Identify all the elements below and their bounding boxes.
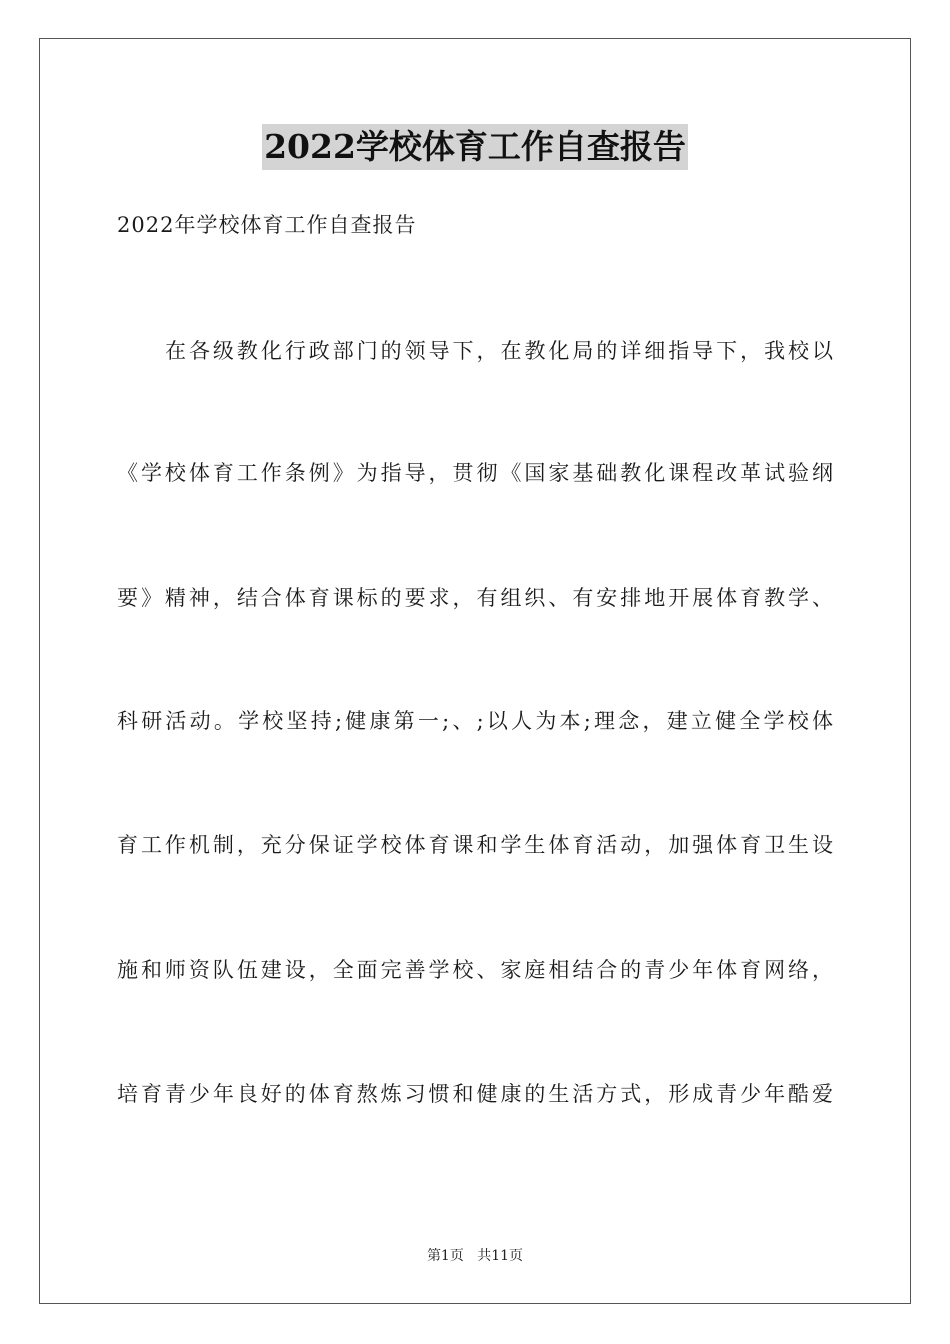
body-line-5: 育工作机制，充分保证学校体育课和学生体育活动，加强体育卫生设	[117, 833, 833, 857]
page-footer	[0, 1246, 950, 1266]
body-line-4: 科研活动。学校坚持;健康第一;、;以人为本;理念，建立健全学校体	[117, 709, 833, 733]
document-title: 2022学校体育工作自查报告	[262, 124, 688, 170]
document-subtitle: 2022年学校体育工作自查报告	[117, 213, 417, 237]
page-number: 第1页	[426, 1248, 464, 1264]
body-line-3: 要》精神，结合体育课标的要求，有组织、有安排地开展体育教学、	[117, 586, 833, 610]
body-line-2: 《学校体育工作条例》为指导，贯彻《国家基础教化课程改革试验纲	[117, 461, 833, 485]
document-title-block	[0, 124, 950, 174]
body-line-6: 施和师资队伍建设，全面完善学校、家庭相结合的青少年体育网络，	[117, 958, 833, 982]
page-total: 共11页	[477, 1248, 524, 1264]
body-line-1: 在各级教化行政部门的领导下，在教化局的详细指导下，我校以	[165, 339, 833, 363]
body-line-7: 培育青少年良好的体育熬炼习惯和健康的生活方式，形成青少年酷爱	[117, 1082, 833, 1106]
